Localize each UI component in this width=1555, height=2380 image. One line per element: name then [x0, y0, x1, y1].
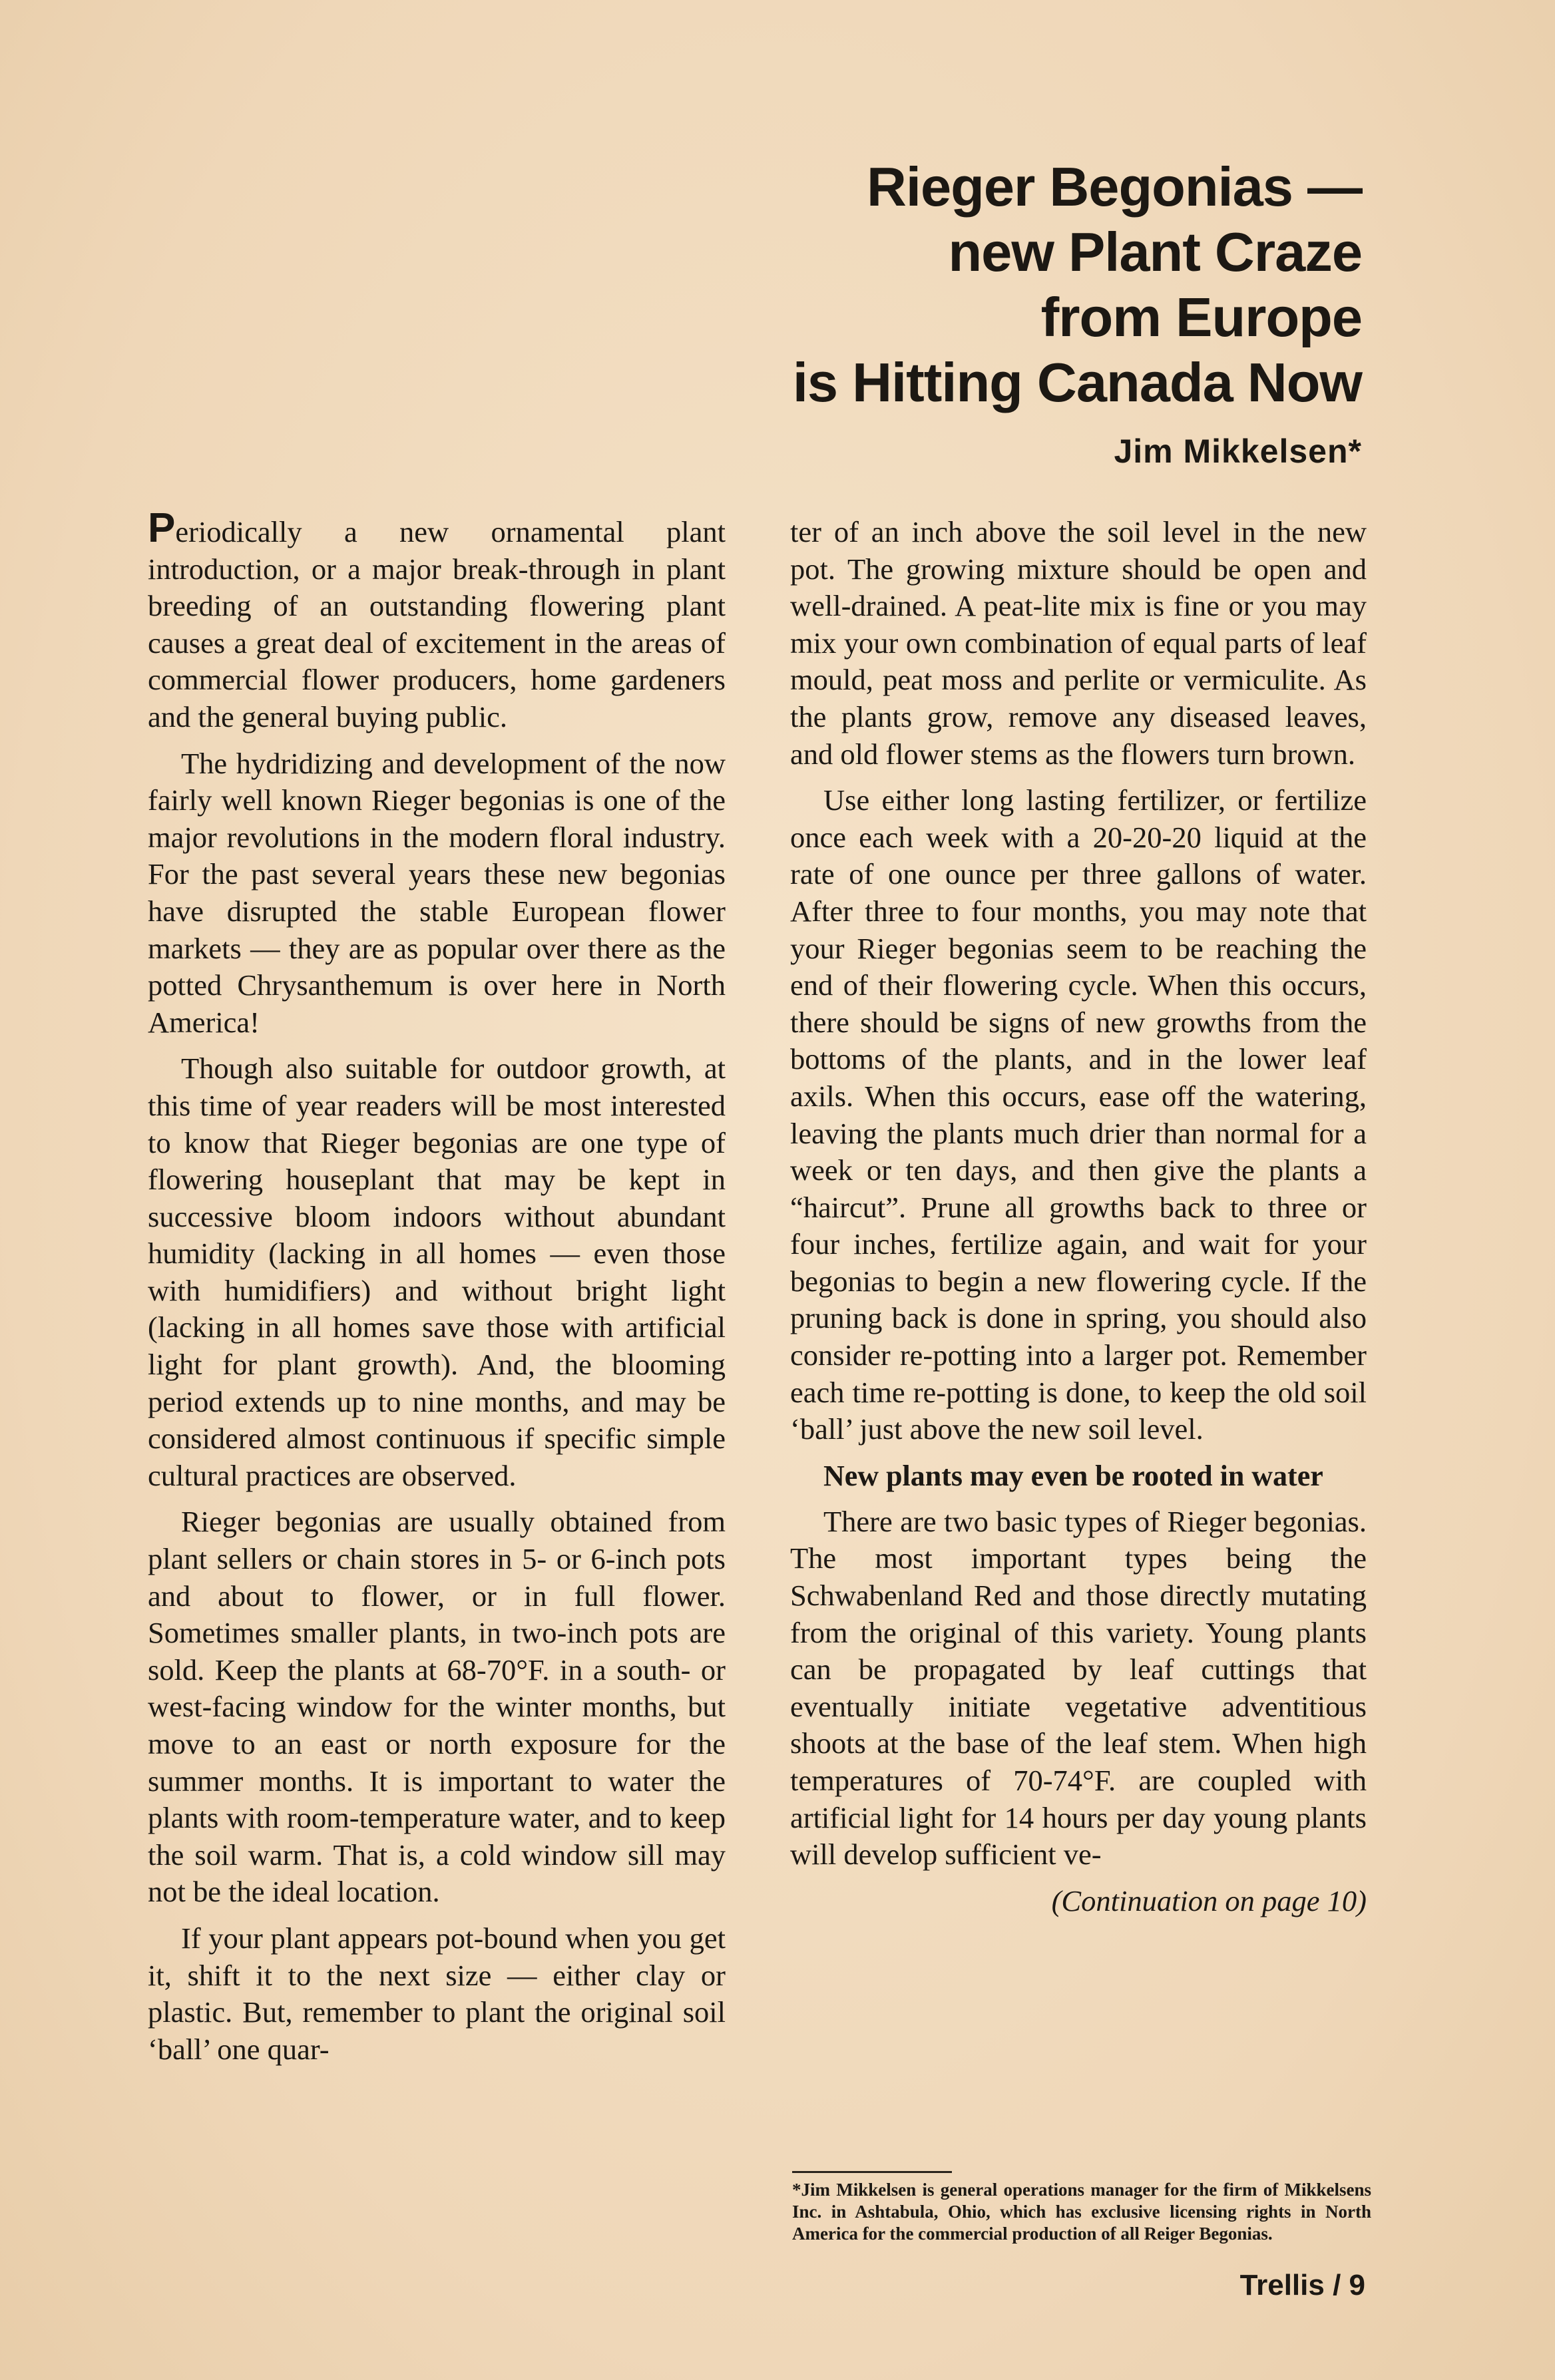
paragraph: Though also suitable for outdoor growth, at this time of year readers will be most interested to know that Rieger begonias are one type of flowering houseplant that may be kept in successive bloom indoors without abundant humidity (lacking in all homes — even those with humidifiers) and without bright light (lacking in all homes save those with artificial light for plant growth). And, the blooming period extends up to nine months, and may be considered almost continuous if specific simple cultural practices are observed.	[148, 1052, 726, 1492]
paragraph: Rieger begonias are usually obtained from plant sellers or chain stores in 5- or 6-inch pots and about to flower, or in full flower. Sometimes smaller plants, in two-inch pots are sold. Keep the plants at 68-70°F. in a south- or west-facing window for the winter months, but move to an east or north exposure for the summer months. It is important to water the plants with room-temperature water, and to keep the soil warm. That is, a cold window sill may not be the ideal location.	[148, 1505, 726, 1909]
continuation-note: (Continuation on page 10)	[1051, 1884, 1367, 1917]
right-column	[790, 514, 1367, 1929]
paragraph: The hydridizing and development of the now fairly well known Rieger begonias is one of the major revolutions in the modern floral industry. For the past several years these new begonias have disrupted the stable European flower markets — they are as popular over there as the potted Chrysanthemum is over here in North America!	[148, 746, 726, 1039]
title-line: is Hitting Canada Now	[792, 351, 1362, 413]
paragraph: Use either long lasting fertilizer, or fertilize once each week with a 20-20-20 liquid at the rate of one ounce per three gallons of water. After three to four months, you may note that your Rieger begonias seem to be reaching the end of their flowering cycle. When this occurs, there should be signs of new growths from the bottoms of the plants, and in the lower leaf axils. When this occurs, ease off the watering, leaving the plants much drier than normal for a week or ten days, and then give the plants a “haircut”. Prune all growths back to three or four inches, fertilize again, and wait for your begonias to begin a new flowering cycle. If the pruning back is done in spring, you should also consider re-potting into a larger pot. Remember each time re-potting is done, to keep the old soil ‘ball’ just above the new soil level.	[790, 783, 1367, 1446]
paragraph-text: eriodically a new ornamental plant introduction, or a major break-through in plant breeding of an outstanding flowering plant causes a great deal of excitement in the areas of commercial flower producers, home gardeners and the general buying public.	[148, 515, 726, 733]
section-subhead: New plants may even be rooted in water	[823, 1459, 1323, 1492]
paragraph: ter of an inch above the soil level in the new pot. The growing mixture should be open and well-drained. A peat-lite mix is fine or you may mix your own combination of equal parts of leaf mould, peat moss and perlite or vermiculite. As the plants grow, remove any diseased leaves, and old flower stems as the flowers turn brown.	[790, 515, 1367, 771]
left-column	[148, 505, 726, 2077]
paragraph	[148, 505, 726, 736]
drop-cap: P	[148, 505, 176, 551]
title-line: from Europe	[1040, 286, 1362, 348]
paragraph: If your plant appears pot-bound when you get it, shift it to the next size — either clay or plastic. But, remember to plant the original soil ‘ball’ one quar-	[148, 1921, 726, 2066]
title-line: new Plant Craze	[948, 221, 1362, 283]
article-title	[596, 154, 1362, 415]
author-footnote: *Jim Mikkelsen is general operations manager for the firm of Mikkelsens Inc. in Ashtabula, Ohio, which has exclusive licensing rights in North America for the commercial production of all Reiger Begonias.	[792, 2180, 1371, 2244]
page-folio: Trellis / 9	[1239, 2269, 1365, 2301]
title-line: Rieger Begonias —	[866, 156, 1362, 218]
author-byline: Jim Mikkelsen*	[1114, 433, 1362, 470]
footnote-divider	[792, 2171, 952, 2173]
paragraph: There are two basic types of Rieger begonias. The most important types being the Schwabenland Red and those directly mutating from the original of this variety. Young plants can be propagated by leaf cuttings that eventually initiate vegetative adventitious shoots at the base of the leaf stem. When high temperatures of 70-74°F. are coupled with artificial light for 14 hours per day young plants will develop sufficient ve-	[790, 1504, 1367, 1872]
